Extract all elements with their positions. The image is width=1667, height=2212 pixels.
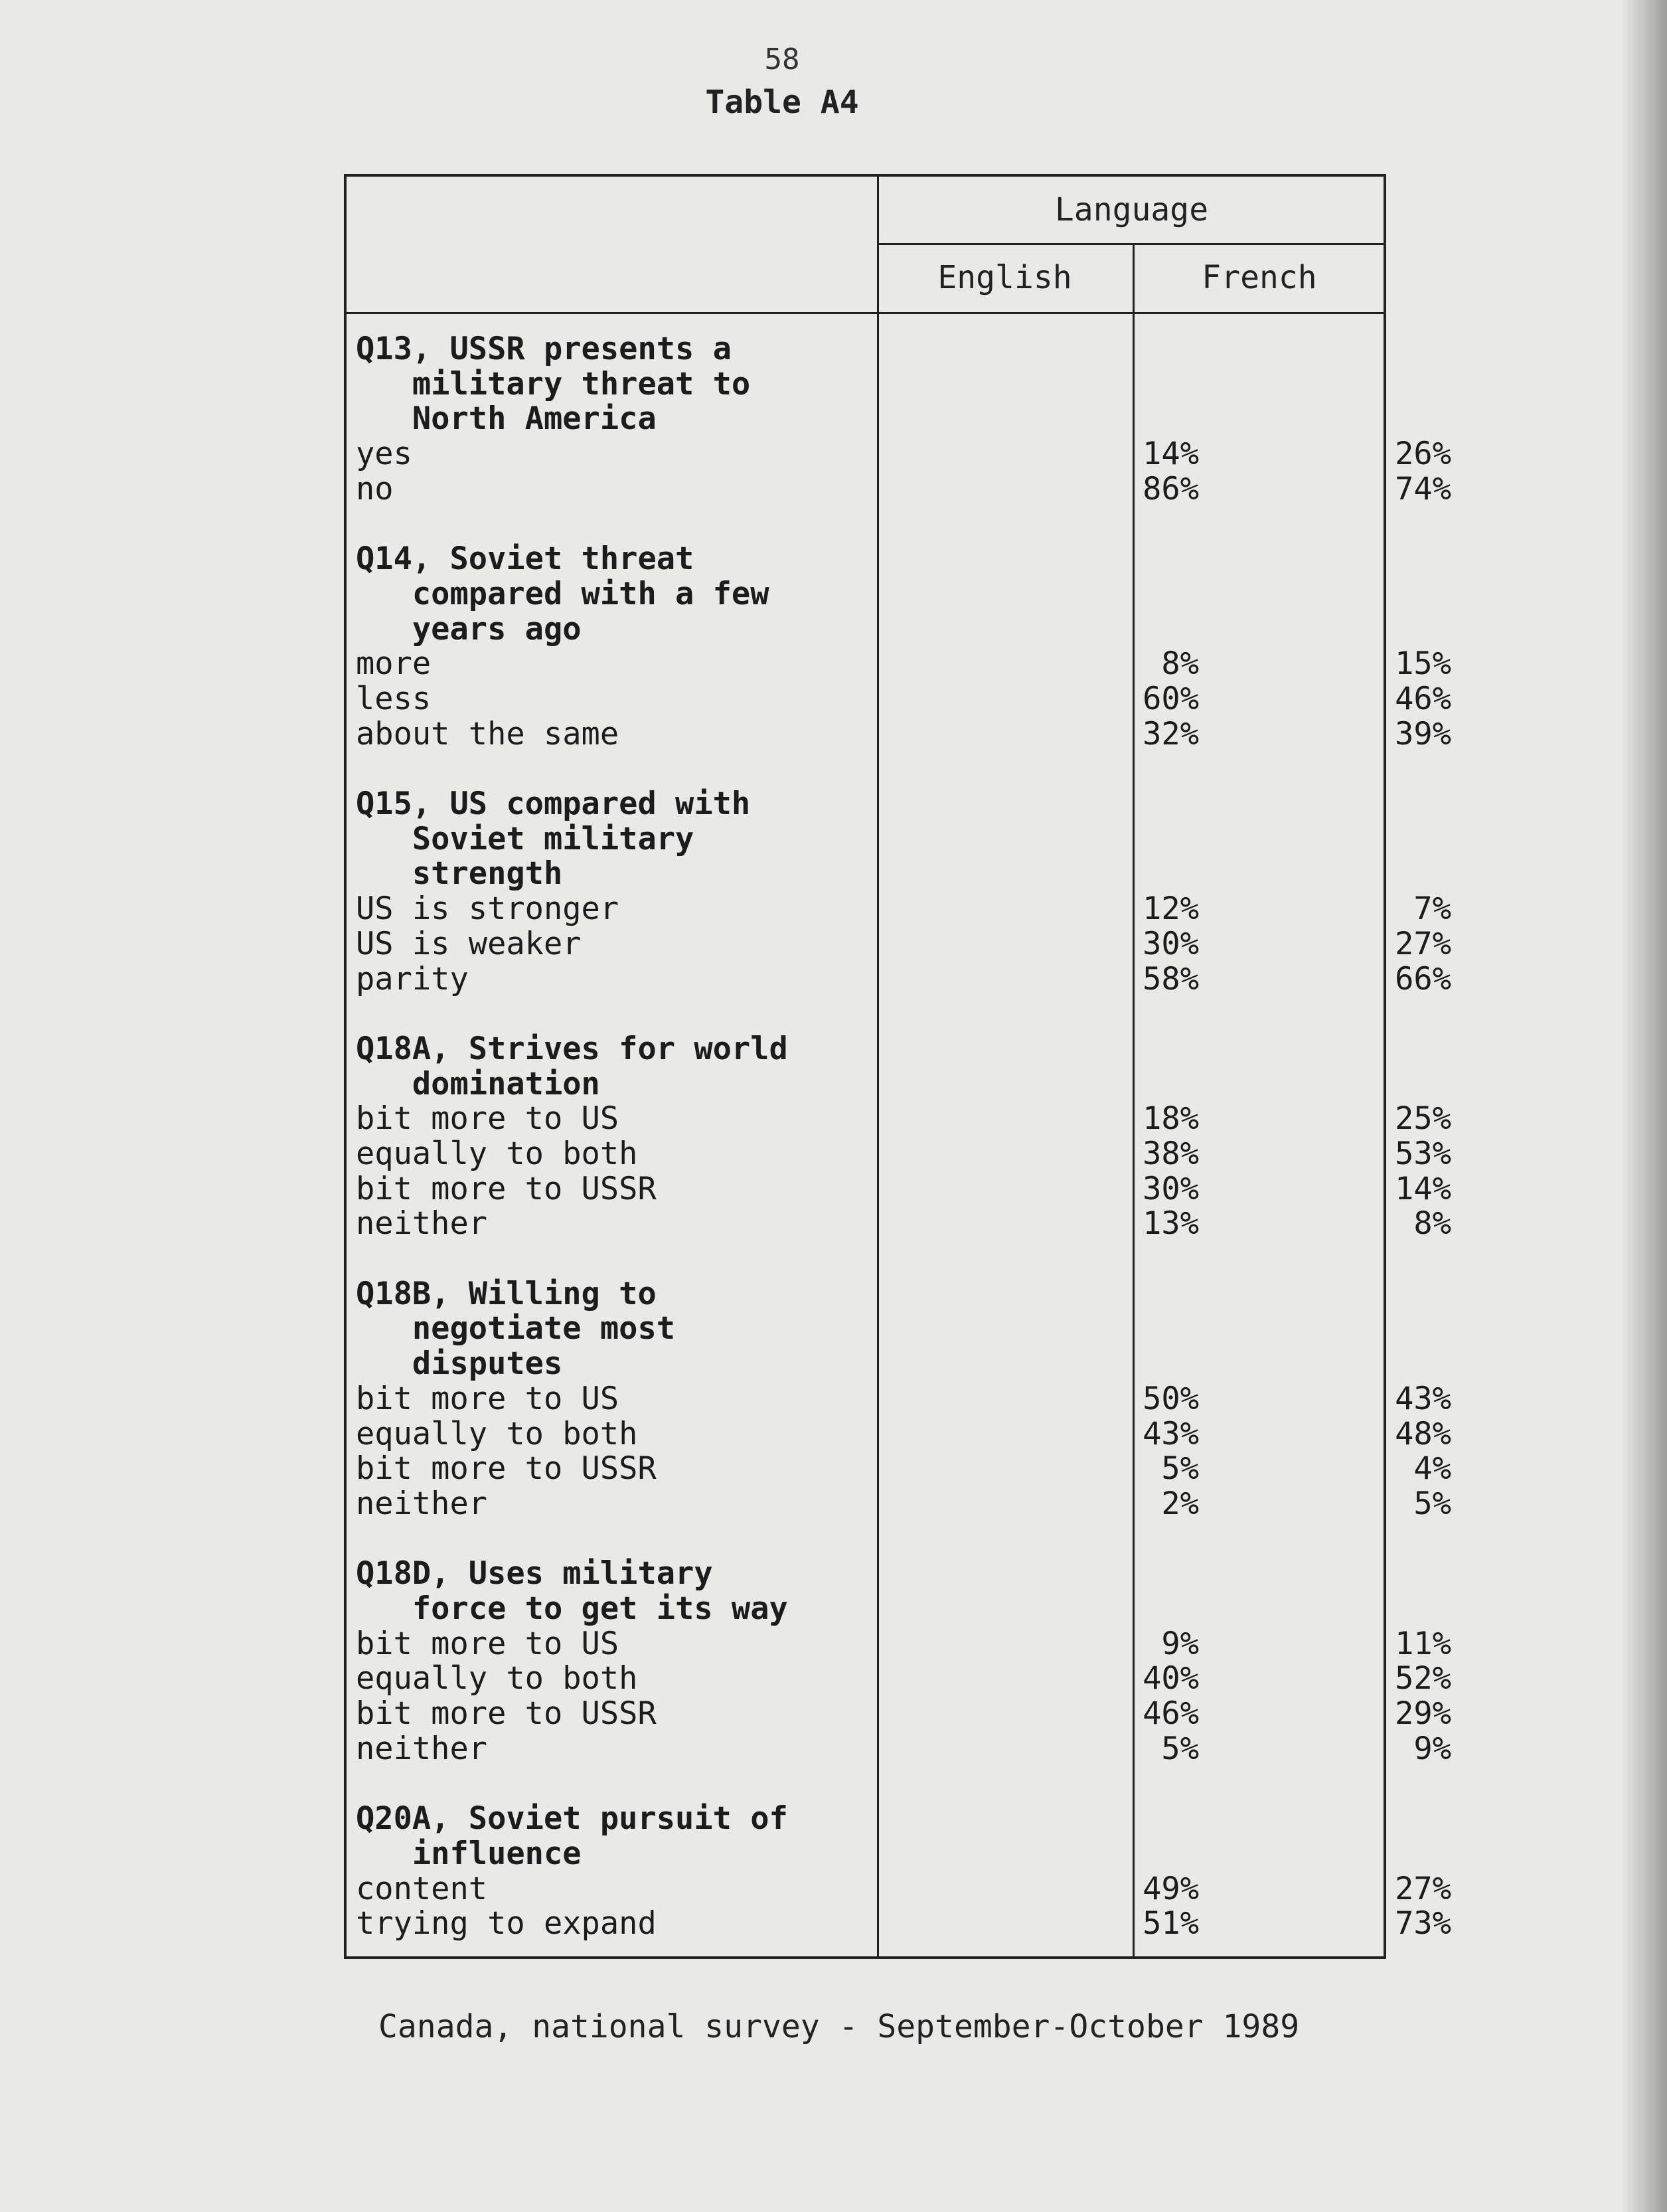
table-row: [356, 436, 1451, 473]
table-row: [356, 1380, 1451, 1417]
question-title-line: compared with a few: [356, 575, 769, 612]
french-value: 15%: [1395, 645, 1451, 683]
row-label: yes: [356, 436, 412, 473]
question-title-line: Q20A, Soviet pursuit of: [356, 1800, 788, 1837]
question-title: [356, 787, 1382, 892]
english-value: 30%: [1143, 925, 1199, 962]
table-row: [356, 680, 1451, 717]
row-label: bit more to US: [356, 1100, 619, 1138]
french-value: 7%: [1413, 891, 1451, 928]
table-body: [356, 331, 1451, 1977]
english-value: 9%: [1161, 1625, 1199, 1662]
french-value: 25%: [1395, 1100, 1451, 1138]
row-label: less: [356, 680, 432, 717]
row-label: US is stronger: [356, 891, 619, 928]
english-value: 5%: [1161, 1730, 1199, 1767]
table-row: [356, 1450, 1451, 1488]
question-block: [356, 1275, 1451, 1522]
question-title-line: influence: [356, 1835, 582, 1872]
french-value: 11%: [1395, 1625, 1451, 1662]
french-value: 27%: [1395, 925, 1451, 962]
english-value: 86%: [1143, 470, 1199, 507]
question-title-line: Q18A, Strives for world: [356, 1030, 788, 1067]
table-row: [356, 645, 1451, 683]
english-value: 50%: [1143, 1380, 1199, 1417]
question-block: [356, 331, 1451, 507]
row-label: neither: [356, 1730, 488, 1767]
french-value: 9%: [1413, 1730, 1451, 1767]
english-value: 58%: [1143, 960, 1199, 997]
page-number: 58: [764, 43, 800, 76]
english-value: 2%: [1161, 1485, 1199, 1522]
french-value: 27%: [1395, 1870, 1451, 1907]
table-row: [356, 1625, 1451, 1662]
english-value: 14%: [1143, 436, 1199, 473]
table-row: [356, 960, 1451, 997]
table-row: [356, 891, 1451, 928]
french-value: 4%: [1413, 1450, 1451, 1488]
row-label: neither: [356, 1205, 488, 1242]
english-value: 46%: [1143, 1695, 1199, 1733]
french-value: 14%: [1395, 1170, 1451, 1207]
english-value: 18%: [1143, 1100, 1199, 1138]
french-value: 73%: [1395, 1905, 1451, 1942]
row-label: bit more to USSR: [356, 1695, 657, 1733]
question-block: [356, 1555, 1451, 1767]
french-value: 8%: [1413, 1205, 1451, 1242]
row-label: no: [356, 470, 394, 507]
table-row: [356, 1205, 1451, 1242]
row-label: more: [356, 645, 432, 683]
header-rule-bottom: [344, 312, 1386, 314]
french-value: 46%: [1395, 680, 1451, 717]
table-row: [356, 1660, 1451, 1697]
french-value: 26%: [1395, 436, 1451, 473]
question-title-line: disputes: [356, 1345, 563, 1383]
question-block: [356, 786, 1451, 997]
english-value: 60%: [1143, 680, 1199, 717]
table-row: [356, 925, 1451, 962]
english-value: 43%: [1143, 1415, 1199, 1452]
question-title-line: force to get its way: [356, 1590, 788, 1627]
table-row: [356, 470, 1451, 507]
french-value: 48%: [1395, 1415, 1451, 1452]
row-label: bit more to US: [356, 1625, 619, 1662]
row-label: equally to both: [356, 1415, 638, 1452]
question-block: [356, 541, 1451, 752]
english-value: 51%: [1143, 1905, 1199, 1942]
table-row: [356, 1100, 1451, 1138]
table-row: [356, 1870, 1451, 1907]
header-french: French: [1202, 259, 1317, 296]
question-title: [356, 1802, 1382, 1871]
question-title-line: Q15, US compared with: [356, 786, 751, 823]
english-value: 38%: [1143, 1135, 1199, 1172]
table-row: [356, 715, 1451, 752]
row-label: parity: [356, 960, 469, 997]
row-label: US is weaker: [356, 925, 582, 962]
row-label: bit more to US: [356, 1380, 619, 1417]
question-title-line: Q14, Soviet threat: [356, 541, 694, 578]
row-label: neither: [356, 1485, 488, 1522]
question-block: [356, 1800, 1451, 1942]
row-label: bit more to USSR: [356, 1450, 657, 1488]
french-value: 5%: [1413, 1485, 1451, 1522]
table-row: [356, 1170, 1451, 1207]
question-title: [356, 542, 1382, 647]
english-value: 12%: [1143, 891, 1199, 928]
row-label: content: [356, 1870, 488, 1907]
table-row: [356, 1730, 1451, 1767]
table-row: [356, 1415, 1451, 1452]
table-title: Table A4: [705, 84, 859, 121]
question-title-line: Soviet military: [356, 820, 694, 857]
english-value: 5%: [1161, 1450, 1199, 1488]
french-value: 52%: [1395, 1660, 1451, 1697]
row-label: equally to both: [356, 1660, 638, 1697]
question-block: [356, 1030, 1451, 1242]
header-english: English: [937, 259, 1072, 296]
table-row: [356, 1695, 1451, 1733]
header-language: Language: [1054, 191, 1209, 228]
row-label: about the same: [356, 715, 619, 752]
table-row: [356, 1135, 1451, 1172]
english-value: 32%: [1143, 715, 1199, 752]
english-value: 13%: [1143, 1205, 1199, 1242]
question-title-line: North America: [356, 400, 657, 438]
french-value: 39%: [1395, 715, 1451, 752]
question-title-line: Q18B, Willing to: [356, 1275, 657, 1312]
english-value: 8%: [1161, 645, 1199, 683]
row-label: trying to expand: [356, 1905, 657, 1942]
question-title: [356, 332, 1382, 437]
french-value: 43%: [1395, 1380, 1451, 1417]
english-value: 40%: [1143, 1660, 1199, 1697]
table-row: [356, 1485, 1451, 1522]
question-title-line: negotiate most: [356, 1310, 676, 1347]
row-label: equally to both: [356, 1135, 638, 1172]
question-title: [356, 1557, 1382, 1626]
french-value: 53%: [1395, 1135, 1451, 1172]
row-label: bit more to USSR: [356, 1170, 657, 1207]
page-edge-shadow: [1621, 0, 1667, 2212]
header-rule-language: [877, 243, 1386, 245]
french-value: 29%: [1395, 1695, 1451, 1733]
footnote: Canada, national survey - September-October 1989: [378, 2008, 1300, 2045]
question-title-line: military threat to: [356, 365, 751, 402]
english-value: 49%: [1143, 1870, 1199, 1907]
french-value: 74%: [1395, 470, 1451, 507]
french-value: 66%: [1395, 960, 1451, 997]
question-title-line: Q18D, Uses military: [356, 1555, 713, 1592]
question-title-line: Q13, USSR presents a: [356, 331, 732, 367]
question-title: [356, 1277, 1382, 1382]
question-title-line: strength: [356, 855, 563, 893]
table-row: [356, 1905, 1451, 1942]
english-value: 30%: [1143, 1170, 1199, 1207]
question-title-line: domination: [356, 1065, 600, 1102]
question-title: [356, 1032, 1382, 1102]
question-title-line: years ago: [356, 610, 582, 647]
